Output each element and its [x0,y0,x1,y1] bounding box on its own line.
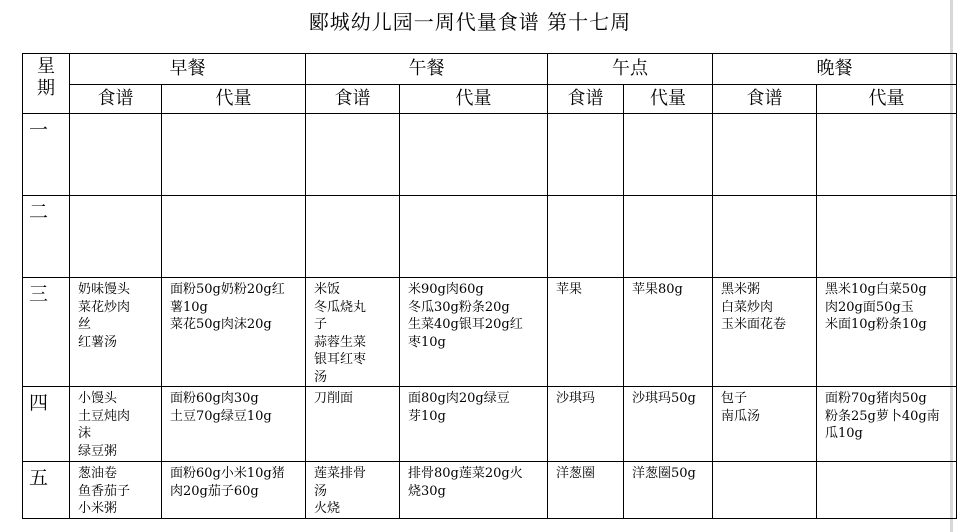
day-label: 三 [23,278,70,387]
day-header-char-1: 星 [37,56,55,77]
dinner-recipe-cell: 包子 南瓜汤 [713,387,817,462]
day-label: 二 [23,196,70,278]
snack-recipe-cell: 洋葱圈 [548,462,624,519]
dinner-amount-cell [817,462,957,519]
meal-header-lunch: 午餐 [306,54,548,85]
breakfast-recipe-cell: 奶味馒头 菜花炒肉 丝 红薯汤 [70,278,162,387]
lunch-recipe-cell: 莲菜排骨 汤 火烧 [306,462,400,519]
subheader-recipe: 食谱 [306,85,400,114]
dinner-recipe-cell [713,114,817,196]
snack-recipe-cell: 苹果 [548,278,624,387]
snack-amount-cell [624,196,713,278]
subheader-amount: 代量 [400,85,548,114]
weekly-menu-table [22,53,957,519]
snack-recipe-cell: 沙琪玛 [548,387,624,462]
lunch-amount-cell [400,114,548,196]
dinner-amount-cell: 黑米10g白菜50g 肉20g面50g玉 米面10g粉条10g [817,278,957,387]
snack-amount-cell [624,114,713,196]
day-label: 一 [23,114,70,196]
table-row [23,114,957,196]
breakfast-amount-cell: 面粉50g奶粉20g红 薯10g 菜花50g肉沫20g [162,278,306,387]
meal-header-dinner: 晚餐 [713,54,957,85]
breakfast-recipe-cell [70,114,162,196]
subheader-amount: 代量 [162,85,306,114]
lunch-recipe-cell [306,196,400,278]
breakfast-amount-cell: 面粉60g小米10g猪 肉20g茄子60g [162,462,306,519]
breakfast-recipe-cell: 小馒头 土豆炖肉 沫 绿豆粥 [70,387,162,462]
dinner-amount-cell: 面粉70g猪肉50g 粉条25g萝卜40g南 瓜10g [817,387,957,462]
header-row-meals [23,54,957,85]
subheader-recipe: 食谱 [548,85,624,114]
lunch-recipe-cell: 米饭 冬瓜烧丸 子 蒜蓉生菜 银耳红枣 汤 [306,278,400,387]
meal-header-breakfast: 早餐 [70,54,306,85]
lunch-amount-cell: 面80g肉20g绿豆 芽10g [400,387,548,462]
lunch-recipe-cell: 刀削面 [306,387,400,462]
lunch-amount-cell [400,196,548,278]
snack-amount-cell: 苹果80g [624,278,713,387]
day-header-char-2: 期 [37,78,55,99]
meal-header-snack: 午点 [548,54,713,85]
snack-recipe-cell [548,114,624,196]
dinner-recipe-cell [713,462,817,519]
breakfast-amount-cell [162,196,306,278]
dinner-amount-cell [817,196,957,278]
snack-amount-cell: 沙琪玛50g [624,387,713,462]
lunch-amount-cell: 排骨80g莲菜20g火 烧30g [400,462,548,519]
snack-amount-cell: 洋葱圈50g [624,462,713,519]
table-row [23,278,957,387]
dinner-amount-cell [817,114,957,196]
subheader-amount: 代量 [817,85,957,114]
breakfast-recipe-cell: 葱油卷 鱼香茄子 小米粥 [70,462,162,519]
day-label: 五 [23,462,70,519]
breakfast-amount-cell [162,114,306,196]
table-row [23,196,957,278]
table-row [23,387,957,462]
subheader-recipe: 食谱 [70,85,162,114]
breakfast-amount-cell: 面粉60g肉30g 土豆70g绿豆10g [162,387,306,462]
day-label: 四 [23,387,70,462]
dinner-recipe-cell [713,196,817,278]
subheader-amount: 代量 [624,85,713,114]
page-title: 郾城幼儿园一周代量食谱 第十七周 [308,10,632,34]
lunch-amount-cell: 米90g肉60g 冬瓜30g粉条20g 生菜40g银耳20g红 枣10g [400,278,548,387]
table-row [23,462,957,519]
lunch-recipe-cell [306,114,400,196]
breakfast-recipe-cell [70,196,162,278]
header-row-sub [23,85,957,114]
dinner-recipe-cell: 黑米粥 白菜炒肉 玉米面花卷 [713,278,817,387]
subheader-recipe: 食谱 [713,85,817,114]
day-column-header [23,54,70,114]
snack-recipe-cell [548,196,624,278]
